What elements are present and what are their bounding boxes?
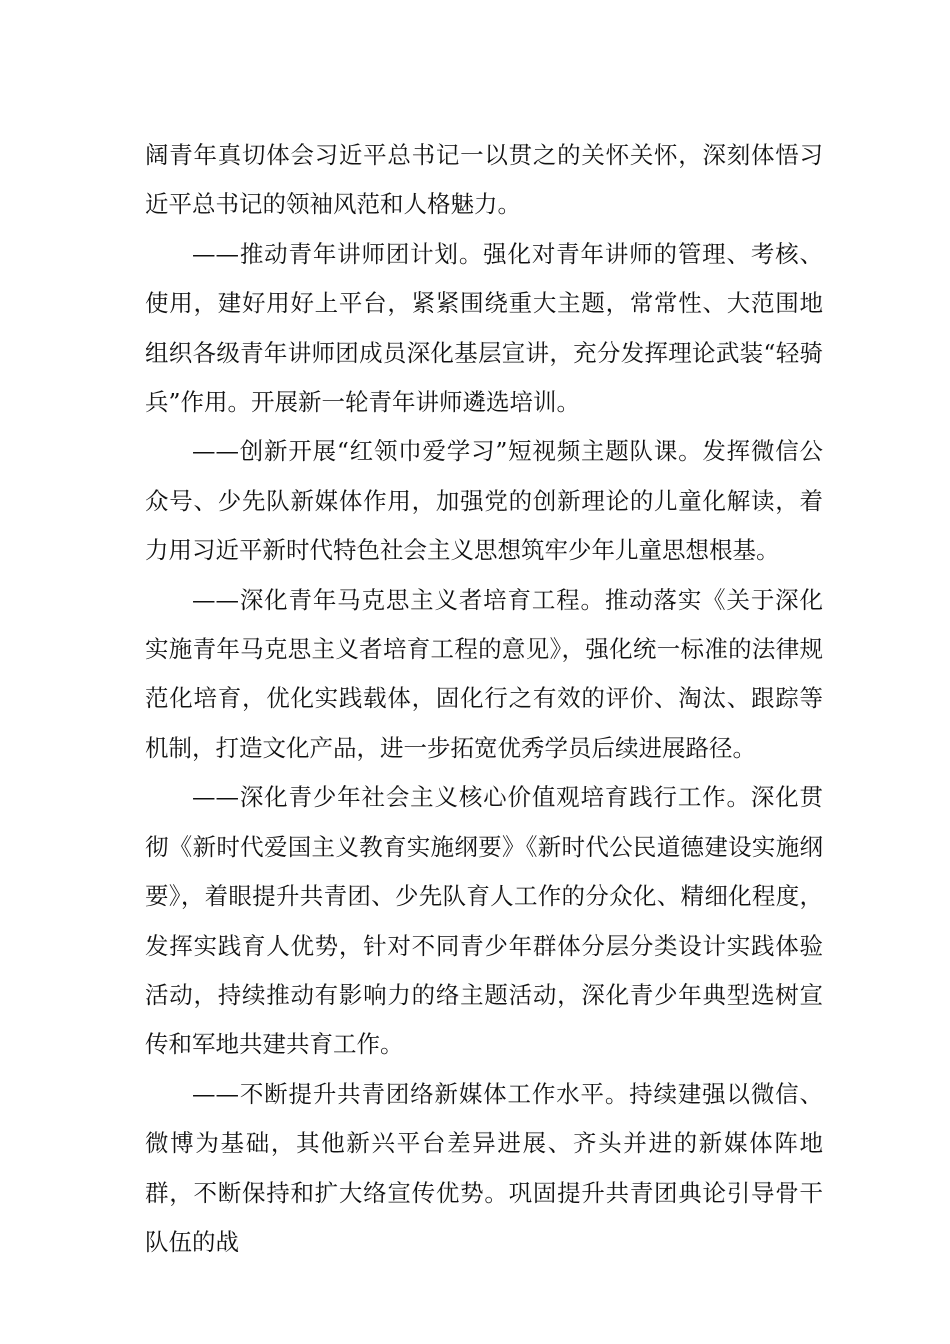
paragraph-5: ——深化青少年社会主义核心价值观培育践行工作。深化贯彻《新时代爱国主义教育实施纲要》《新时代公民道德建设实施纲要》，着眼提升共青团、少先队育人工作的分众化、精细化程度，发挥实践育人优势，针对不同青少年群体分层分类设计实践体验活动，持续推动有影响力的络主题活动，深化青少年典型选树宣传和军地共建共育工作。 xyxy=(145,783,823,1059)
document-body xyxy=(145,131,823,1267)
paragraph-2: ——推动青年讲师团计划。强化对青年讲师的管理、考核、使用，建好用好上平台，紧紧围绕重大主题，常常性、大范围地组织各级青年讲师团成员深化基层宣讲，充分发挥理论武装“轻骑兵”作用。开展新一轮青年讲师遴选培训。 xyxy=(145,239,823,417)
paragraph-3: ——创新开展“红领巾爱学习”短视频主题队课。发挥微信公众号、少先队新媒体作用，加强党的创新理论的儿童化解读，着力用习近平新时代特色社会主义思想筑牢少年儿童思想根基。 xyxy=(145,437,823,565)
paragraph-4: ——深化青年马克思主义者培育工程。推动落实《关于深化实施青年马克思主义者培育工程的意见》，强化统一标准的法律规范化培育，优化实践载体，固化行之有效的评价、淘汰、跟踪等机制，打造文化产品，进一步拓宽优秀学员后续进展路径。 xyxy=(145,585,823,762)
paragraph-1: 阔青年真切体会习近平总书记一以贯之的关怀关怀，深刻体悟习近平总书记的领袖风范和人格魅力。 xyxy=(145,141,823,219)
paragraph-6: ——不断提升共青团络新媒体工作水平。持续建强以微信、微博为基础，其他新兴平台差异进展、齐头并进的新媒体阵地群，不断保持和扩大络宣传优势。巩固提升共青团典论引导骨干队伍的战 xyxy=(145,1079,823,1256)
